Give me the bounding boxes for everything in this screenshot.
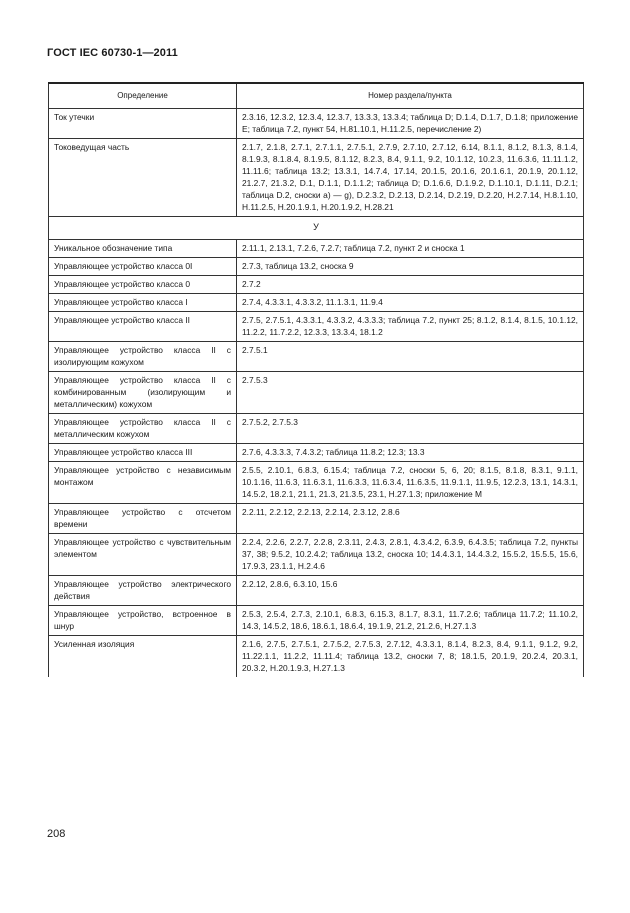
table-row — [49, 240, 584, 258]
table-header-row — [49, 83, 584, 109]
refs-cell: 2.7.6, 4.3.3.3, 7.4.3.2; таблица 11.8.2; 12.3; 13.3 — [237, 444, 584, 462]
column-header-section: Номер раздела/пункта — [237, 83, 584, 109]
document-header: ГОСТ IEC 60730-1—2011 — [47, 47, 178, 59]
term-cell: Управляющее устройство с независимым монтажом — [49, 462, 237, 504]
refs-cell: 2.2.4, 2.2.6, 2.2.7, 2.2.8, 2.3.11, 2.4.3, 2.8.1, 4.3.4.2, 6.3.9, 6.4.3.5; таблица 7.2, пункты 37, 38; 9.5.2, 10.2.4.2; таблица 13.2, сноска 10; 14.4.3.1, 14.4.3.2, 15.5.2, 15.5.5, 15.6, 17.9.3, 23.1.1, H.2.4.6 — [237, 534, 584, 576]
refs-cell: 2.5.5, 2.10.1, 6.8.3, 6.15.4; таблица 7.2, сноски 5, 6, 20; 8.1.5, 8.1.8, 8.3.1, 9.1.1, 10.1.16, 11.6.3, 11.6.3.1, 11.6.3.3, 11.6.3.4, 11.6.3.5, 11.9.1.1, 11.9.5, 12.2.3, 13.1, 14.3.1, 14.5.2, 18.2.1, 21.1, 21.3, 21.3.5, 23.1, H.27.1.3; приложение M — [237, 462, 584, 504]
refs-cell: 2.5.3, 2.5.4, 2.7.3, 2.10.1, 6.8.3, 6.15.3, 8.1.7, 8.3.1, 11.7.2.6; таблица 11.7.2; 11.10.2, 14.3, 14.5.2, 18.6, 18.6.1, 18.6.4, 19.1.9, 21.2, 21.2.6, H.27.1.3 — [237, 606, 584, 636]
page-number: 208 — [47, 828, 66, 840]
table-row — [49, 462, 584, 504]
refs-cell: 2.2.11, 2.2.12, 2.2.13, 2.2.14, 2.3.12, 2.8.6 — [237, 504, 584, 534]
refs-cell: 2.3.16, 12.3.2, 12.3.4, 12.3.7, 13.3.3, 13.3.4; таблица D; D.1.4, D.1.7, D.1.8; приложение E; таблица 7.2, пункт 54, H.81.10.1, H.11.2.5, перечисление 2) — [237, 109, 584, 139]
table-body — [49, 109, 584, 678]
table-row — [49, 139, 584, 217]
table-row — [49, 312, 584, 342]
table-row — [49, 294, 584, 312]
refs-cell: 2.1.7, 2.1.8, 2.7.1, 2.7.1.1, 2.7.5.1, 2.7.9, 2.7.10, 2.7.12, 6.14, 8.1.1, 8.1.2, 8.1.3, 8.1.4, 8.1.9.3, 8.1.8.4, 8.1.9.5, 8.1.12, 8.2.3, 8.4, 9.1.1, 9.2, 10.1.12, 10.2.3, 11.6.3.6, 11.11.1.2, 11.11.6; таблица 13.2; 13.3.1, 14.7.4, 17.14, 20.1.5, 20.1.6, 20.1.6.1, 20.1.9, 20.1.12, 21.2.7, 21.3.2, D.1, D.1.1, D.1.1.2; таблица D; D.1.6.6, D.1.9.2, D.1.10.1, D.1.11, D.2.1; таблица D.2, сноски а) — g), D.2.3.2, D.2.13, D.2.14, D.2.19, D.2.20, H.2.7.14, H.8.1.10, H.11.2.5, H.20.1.9.1, H.20.1.9.2, H.28.21 — [237, 139, 584, 217]
term-cell: Управляющее устройство класса II с комбинированным (изолирующим и металлическим) кожухом — [49, 372, 237, 414]
term-cell: Управляющее устройство электрического действия — [49, 576, 237, 606]
term-cell: Управляющее устройство класса II с изолирующим кожухом — [49, 342, 237, 372]
term-cell: Управляющее устройство класса I — [49, 294, 237, 312]
term-cell: Управляющее устройство с отсчетом времени — [49, 504, 237, 534]
term-cell: Токоведущая часть — [49, 139, 237, 217]
term-cell: Усиленная изоляция — [49, 636, 237, 678]
term-cell: Управляющее устройство класса II с металлическим кожухом — [49, 414, 237, 444]
term-cell: Управляющее устройство класса 0I — [49, 258, 237, 276]
table-row — [49, 636, 584, 678]
refs-cell: 2.7.5.1 — [237, 342, 584, 372]
column-header-definition: Определение — [49, 83, 237, 109]
table-row — [49, 342, 584, 372]
refs-cell: 2.2.12, 2.8.6, 6.3.10, 15.6 — [237, 576, 584, 606]
refs-cell: 2.7.3, таблица 13.2, сноска 9 — [237, 258, 584, 276]
section-letter-row — [49, 217, 584, 240]
table-row — [49, 109, 584, 139]
table-row — [49, 444, 584, 462]
index-table — [48, 82, 584, 677]
term-cell: Управляющее устройство с чувствительным элементом — [49, 534, 237, 576]
refs-cell: 2.7.5, 2.7.5.1, 4.3.3.1, 4.3.3.2, 4.3.3.3; таблица 7.2, пункт 25; 8.1.2, 8.1.4, 8.1.5, 10.1.12, 11.2.2, 11.7.2.2, 12.3.3, 13.3.4, 18.1.2 — [237, 312, 584, 342]
term-cell: Ток утечки — [49, 109, 237, 139]
term-cell: Управляющее устройство, встроенное в шнур — [49, 606, 237, 636]
refs-cell: 2.1.6, 2.7.5, 2.7.5.1, 2.7.5.2, 2.7.5.3, 2.7.12, 4.3.3.1, 8.1.4, 8.2.3, 8.4, 9.1.1, 9.1.2, 9.2, 11.22.1.1, 11.2.2, 11.11.4; таблица 13.2, сноски 7, 8; 18.1.5, 20.1.9, 20.2.4, 20.3.1, 20.3.2, H.20.1.9.3, H.27.1.3 — [237, 636, 584, 678]
refs-cell: 2.7.5.3 — [237, 372, 584, 414]
table-row — [49, 258, 584, 276]
table-row — [49, 534, 584, 576]
table-row — [49, 576, 584, 606]
refs-cell: 2.7.2 — [237, 276, 584, 294]
refs-cell: 2.11.1, 2.13.1, 7.2.6, 7.2.7; таблица 7.2, пункт 2 и сноска 1 — [237, 240, 584, 258]
refs-cell: 2.7.4, 4.3.3.1, 4.3.3.2, 11.1.3.1, 11.9.4 — [237, 294, 584, 312]
section-letter: У — [49, 217, 584, 240]
term-cell: Управляющее устройство класса III — [49, 444, 237, 462]
term-cell: Уникальное обозначение типа — [49, 240, 237, 258]
table-row — [49, 414, 584, 444]
table-row — [49, 504, 584, 534]
table-row — [49, 372, 584, 414]
term-cell: Управляющее устройство класса 0 — [49, 276, 237, 294]
table-row — [49, 606, 584, 636]
term-cell: Управляющее устройство класса II — [49, 312, 237, 342]
table-row — [49, 276, 584, 294]
refs-cell: 2.7.5.2, 2.7.5.3 — [237, 414, 584, 444]
